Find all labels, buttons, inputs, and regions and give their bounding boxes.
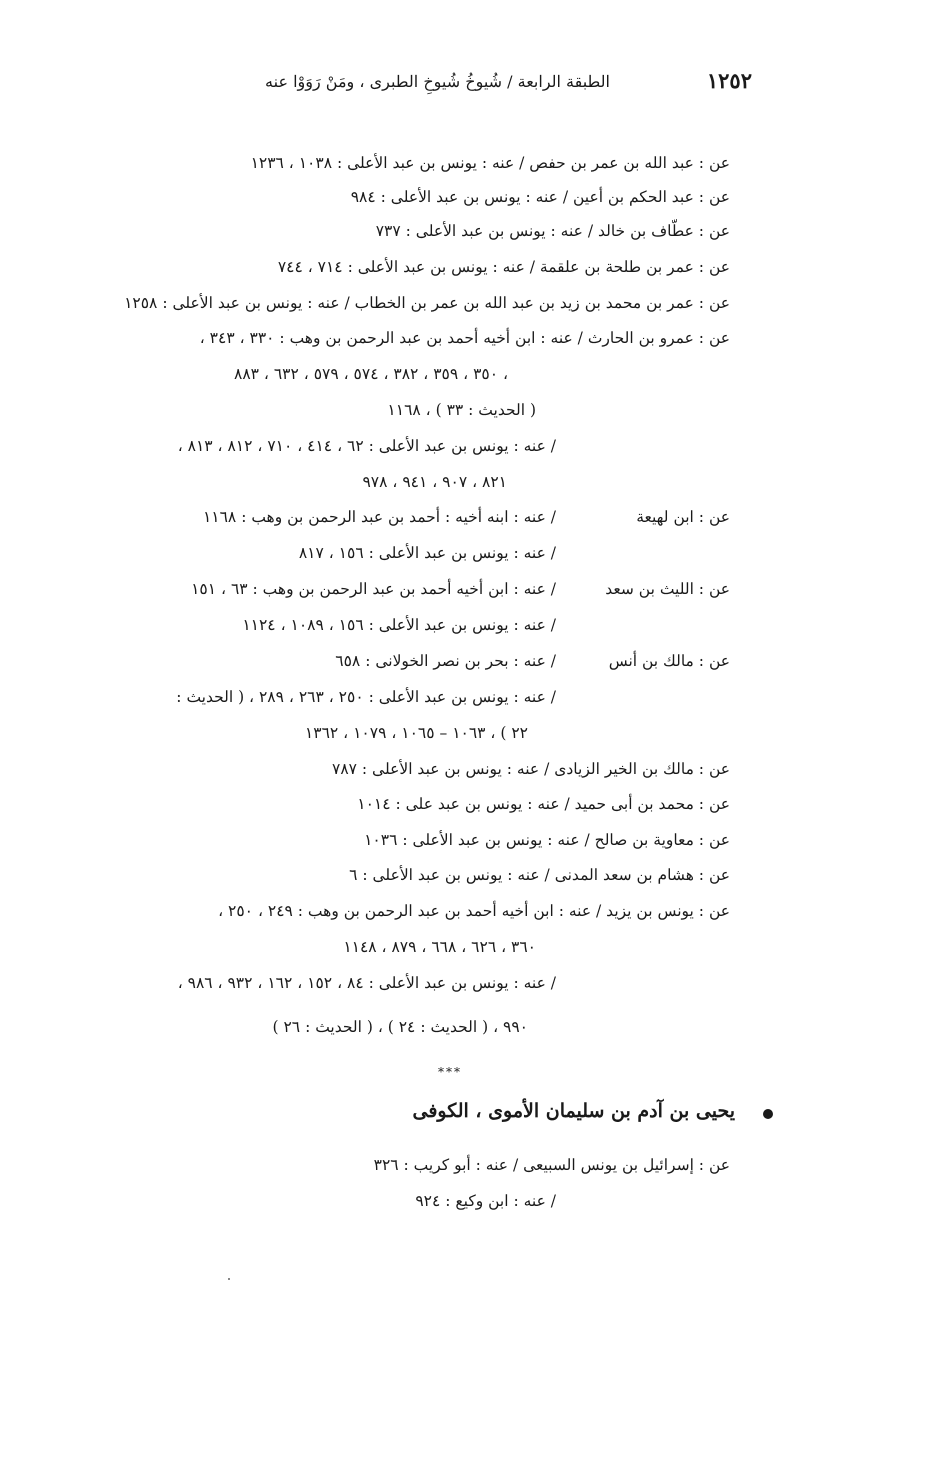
text-line: عن : عطّاف بن خالد / عنه : يونس بن عبد الأعلى : ٧٣٧ xyxy=(375,222,730,240)
text-line: / عنه : يونس بن عبد الأعلى : ٨٤ ، ١٥٢ ، ١٦٢ ، ٩٣٢ ، ٩٨٦ ، xyxy=(177,974,556,992)
text-line: عن : عمر بن طلحة بن علقمة / عنه : يونس بن عبد الأعلى : ٧١٤ ، ٧٤٤ xyxy=(277,258,730,276)
page-number: ١٢٥٢ xyxy=(706,68,752,93)
text-line: عن : إسرائيل بن يونس السبيعى / عنه : أبو كريب : ٣٢٦ xyxy=(373,1156,730,1174)
running-title: الطبقة الرابعة / شُيوخُ شُيوخِ الطبرى ، ومَنْ رَوَوْا عنه xyxy=(265,72,610,91)
bullet-icon xyxy=(763,1109,773,1119)
text-line: عن : عبد الحكم بن أعين / عنه : يونس بن عبد الأعلى : ٩٨٤ xyxy=(350,188,730,206)
text-line: ٣٦٠ ، ٦٢٦ ، ٦٦٨ ، ٨٧٩ ، ١١٤٨ xyxy=(343,938,536,956)
text-line: عن : مالك بن أنس xyxy=(608,652,730,670)
text-line: ٢٢ ) ، ١٠٦٣ – ١٠٦٥ ، ١٠٧٩ ، ١٣٦٢ xyxy=(304,724,528,742)
text-line: ٣٥٠ ، ٣٥٩ ، ٣٨٢ ، ٥٧٤ ، ٥٧٩ ، ٦٣٢ ، ٨٨٣ ، xyxy=(234,365,508,383)
text-line: عن : هشام بن سعد المدنى / عنه : يونس بن عبد الأعلى : ٦ xyxy=(349,866,730,884)
text-line: / عنه : بحر بن نصر الخولانى : ٦٥٨ xyxy=(335,652,556,670)
text-line: / عنه : يونس بن عبد الأعلى : ٢٥٠ ، ٢٦٣ ، ٢٨٩ ، ( الحديث : xyxy=(176,688,556,706)
entry-heading: يحيى بن آدم بن سليمان الأموى ، الكوفى xyxy=(412,1100,735,1122)
text-line: عن : عمرو بن الحارث / عنه : ابن أخيه أحمد بن عبد الرحمن بن وهب : ٣٣٠ ، ٣٤٣ ، xyxy=(199,329,730,347)
text-line: ٨٢١ ، ٩٠٧ ، ٩٤١ ، ٩٧٨ xyxy=(362,473,507,491)
section-separator: *** xyxy=(438,1065,462,1079)
text-line: / عنه : يونس بن عبد الأعلى : ١٥٦ ، ١٠٨٩ ، ١١٢٤ xyxy=(242,616,556,634)
text-line: ٩٩٠ ، ( الحديث : ٢٤ ) ، ( الحديث : ٢٦ ) xyxy=(272,1018,528,1036)
text-line: ( الحديث : ٣٣ ) ، ١١٦٨ xyxy=(387,401,536,419)
text-line: عن : الليث بن سعد xyxy=(605,580,730,598)
text-line: / عنه : يونس بن عبد الأعلى : ٦٢ ، ٤١٤ ، ٧١٠ ، ٨١٢ ، ٨١٣ ، xyxy=(177,437,556,455)
text-line: عن : يونس بن يزيد / عنه : ابن أخيه أحمد بن عبد الرحمن بن وهب : ٢٤٩ ، ٢٥٠ ، xyxy=(218,902,730,920)
text-line: عن : محمد بن أبى حميد / عنه : يونس بن عبد على : ١٠١٤ xyxy=(357,795,730,813)
text-line: عن : عمر بن محمد بن زيد بن عبد الله بن عمر بن الخطاب / عنه : يونس بن عبد الأعلى : ١٢٥٨ xyxy=(124,294,730,312)
text-line: عن : عبد الله بن عمر بن حفص / عنه : يونس بن عبد الأعلى : ١٠٣٨ ، ١٢٣٦ xyxy=(250,154,730,172)
text-line: / عنه : ابن أخيه أحمد بن عبد الرحمن بن وهب : ٦٣ ، ١٥١ xyxy=(191,580,556,598)
text-line: / عنه : يونس بن عبد الأعلى : ١٥٦ ، ٨١٧ xyxy=(298,544,556,562)
text-line: / عنه : ابنه أخيه : أحمد بن عبد الرحمن بن وهب : ١١٦٨ xyxy=(202,508,556,526)
text-line: عن : معاوية بن صالح / عنه : يونس بن عبد الأعلى : ١٠٣٦ xyxy=(364,831,730,849)
text-line: عن : مالك بن الخير الزيادى / عنه : يونس بن عبد الأعلى : ٧٨٧ xyxy=(332,760,730,778)
text-line: عن : ابن لهيعة xyxy=(636,508,730,526)
text-line: / عنه : ابن وكيع : ٩٢٤ xyxy=(415,1192,556,1210)
stray-mark xyxy=(228,1278,230,1280)
